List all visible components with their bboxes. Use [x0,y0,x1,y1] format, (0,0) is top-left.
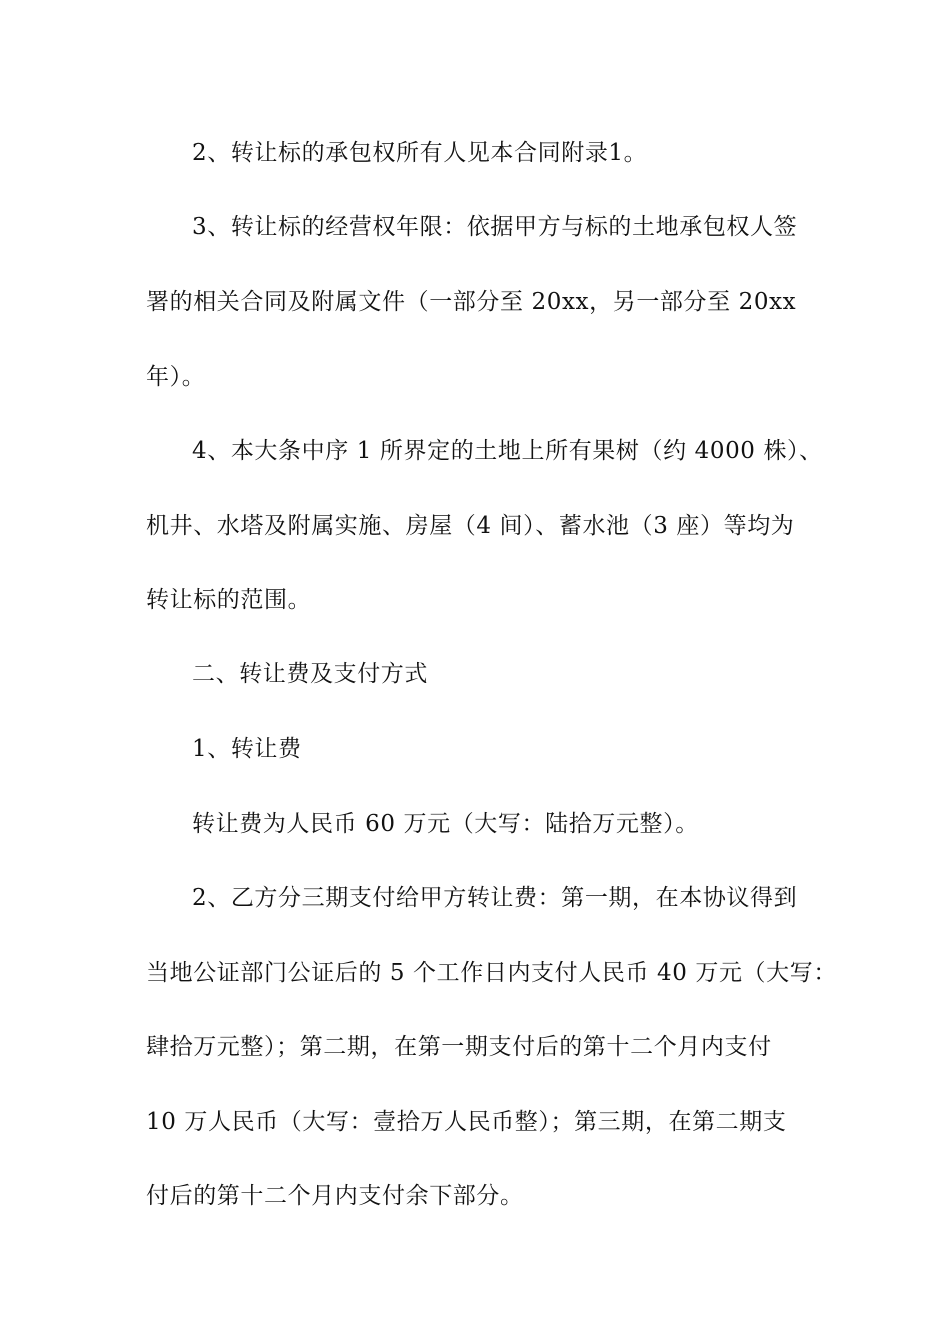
text-line: 2、转让标的承包权所有人见本合同附录1。 [192,140,648,166]
text-line: 转让标的范围。 [146,587,312,613]
text-line: 2、乙方分三期支付给甲方转让费：第一期，在本协议得到 [192,885,798,911]
text-line: 肆拾万元整）；第二期，在第一期支付后的第十二个月内支付 [146,1034,772,1060]
text-line: 署的相关合同及附属文件（一部分至 20xx，另一部分至 20xx [146,289,797,315]
text-line: 10 万人民币（大写：壹拾万人民币整）；第三期，在第二期支 [146,1109,787,1135]
subsection-heading: 1、转让费 [192,736,302,762]
text-line: 当地公证部门公证后的 5 个工作日内支付人民币 40 万元（大写： [146,960,837,986]
section-heading: 二、转让费及支付方式 [192,661,428,687]
text-line: 4、本大条中序 1 所界定的土地上所有果树（约 4000 株）、 [192,438,823,464]
text-line: 付后的第十二个月内支付余下部分。 [146,1183,524,1209]
text-line: 机井、水塔及附属实施、房屋（4 间）、蓄水池（3 座）等均为 [146,513,795,539]
text-line: 转让费为人民币 60 万元（大写：陆拾万元整）。 [192,811,699,837]
text-line: 3、转让标的经营权年限：依据甲方与标的土地承包权人签 [192,214,798,240]
text-line: 年）。 [146,364,206,390]
